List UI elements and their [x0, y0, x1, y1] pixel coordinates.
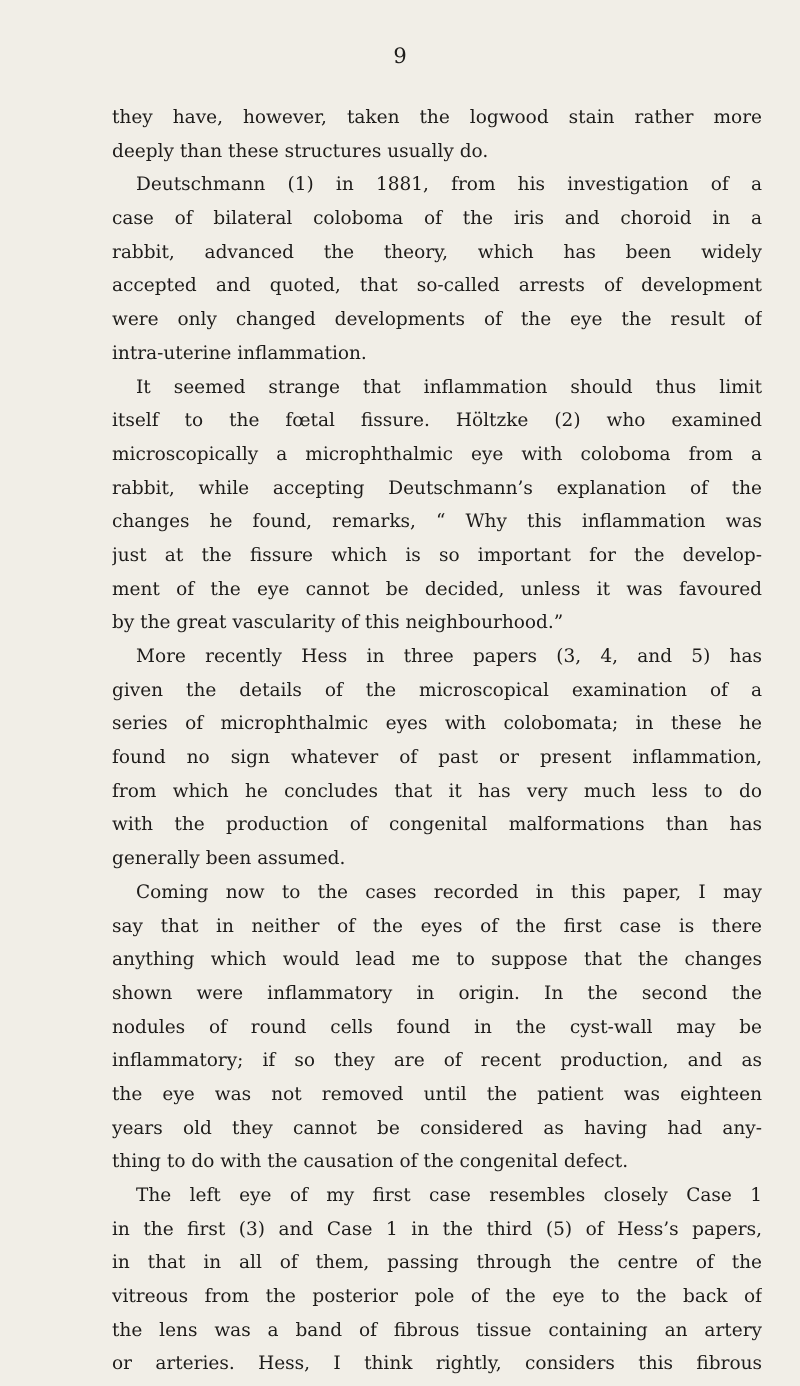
text-line: the eye was not removed until the patient was eighteen [112, 1083, 762, 1105]
text-line: The left eye of my first case resembles closely Case 1 [136, 1185, 762, 1206]
text-line: changes he found, remarks, “ Why this inflammation was [112, 511, 762, 533]
text-line: series of microphthalmic eyes with colobomata; in these he [112, 713, 762, 735]
text-line: It seemed strange that inflammation should thus limit [136, 376, 762, 398]
text-line: microscopically a microphthalmic eye with coloboma from a [112, 443, 762, 465]
text-line: found no sign whatever of past or present inflammation, [112, 747, 762, 769]
text-line: from which he concludes that it has very much less to do [112, 780, 762, 802]
text-line: just at the fissure which is so important for the develop- [112, 544, 762, 566]
text-line: rabbit, while accepting Deutschmann’s explanation of the [112, 477, 762, 499]
text-line: More recently Hess in three papers (3, 4, and 5) has [136, 646, 762, 667]
text-line: Deutschmann (1) in 1881, from his investigation of a [136, 174, 762, 196]
text-line: Coming now to the cases recorded in this paper, I may [136, 881, 762, 903]
text-line: in the first (3) and Case 1 in the third (5) of Hess’s papers, [112, 1218, 762, 1240]
text-line: inflammatory; if so they are of recent production, and as [112, 1050, 762, 1072]
text-line: or arteries. Hess, I think rightly, considers this fibrous [112, 1353, 762, 1375]
page-number: 9 [393, 44, 407, 68]
text-line: generally been assumed. [112, 848, 346, 870]
text-line: in that in all of them, passing through the centre of the [112, 1252, 762, 1274]
text-line: shown were inflammatory in origin. In the second the [112, 982, 762, 1004]
text-line: nodules of round cells found in the cyst-wall may be [112, 1016, 762, 1038]
text-line: were only changed developments of the eye the result of [112, 309, 762, 331]
text-line: case of bilateral coloboma of the iris and choroid in a [112, 208, 762, 230]
text-line: they have, however, taken the logwood stain rather more [112, 107, 762, 128]
text-line: with the production of congenital malformations than has [112, 814, 762, 836]
text-line: given the details of the microscopical examination of a [112, 679, 762, 701]
text-line: the lens was a band of fibrous tissue containing an artery [112, 1319, 762, 1341]
text-line: rabbit, advanced the theory, which has been widely [112, 241, 762, 263]
text-line: years old they cannot be considered as having had any- [112, 1117, 762, 1139]
text-line: intra-uterine inflammation. [112, 342, 367, 364]
text-line: vitreous from the posterior pole of the eye to the back of [112, 1286, 762, 1308]
text-line: say that in neither of the eyes of the first case is there [112, 915, 762, 937]
text-line: thing to do with the causation of the congenital defect. [112, 1151, 629, 1173]
text-line: itself to the fœtal fissure. Höltzke (2) who examined [112, 410, 762, 432]
text-line: by the great vascularity of this neighbourhood.” [112, 612, 564, 634]
text-line: anything which would lead me to suppose that the changes [112, 949, 762, 971]
text-line: accepted and quoted, that so-called arrests of development [112, 275, 762, 297]
text-line: ment of the eye cannot be decided, unless it was favoured [112, 578, 762, 600]
text-line: deeply than these structures usually do. [112, 140, 489, 162]
body-text [112, 101, 762, 1381]
